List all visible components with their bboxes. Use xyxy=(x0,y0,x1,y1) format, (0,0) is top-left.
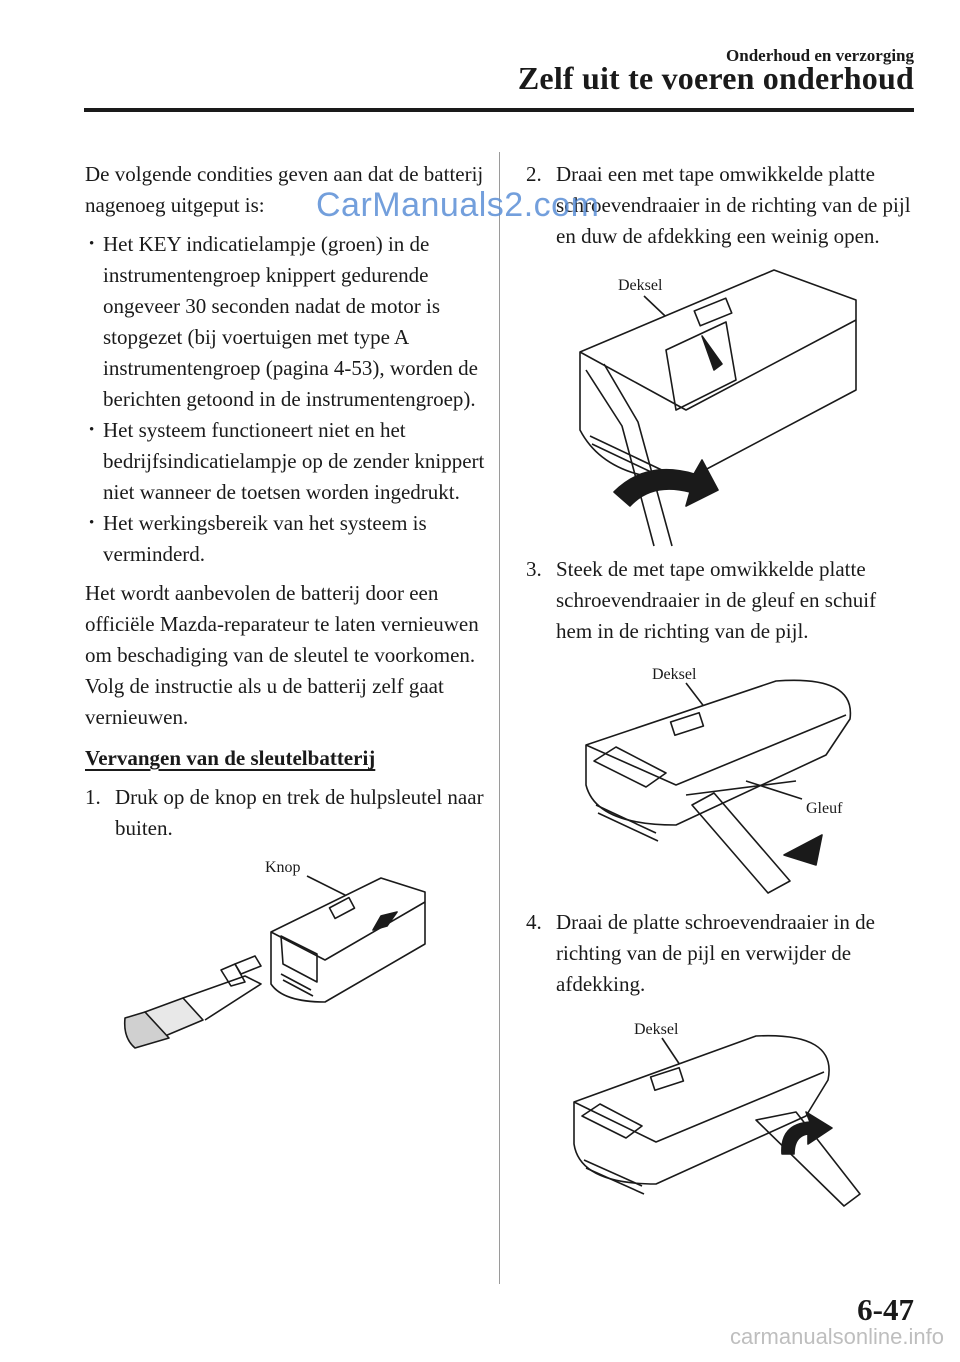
figure-step-1 xyxy=(85,852,485,1082)
cover-removal-illustration xyxy=(526,1008,916,1218)
column-divider xyxy=(499,152,500,1284)
battery-condition-list xyxy=(85,229,485,570)
step-1 xyxy=(85,782,485,844)
header-rule xyxy=(84,108,914,112)
step-4 xyxy=(526,907,916,1000)
running-header-title: Zelf uit te voeren onderhoud xyxy=(517,60,914,96)
callout-deksel: Deksel xyxy=(618,277,663,294)
list-item: • Het systeem functioneert niet en het bedrijfsindicatielampje op de zender knippert niet wanneer de toetsen worden ingedrukt. xyxy=(85,415,485,508)
step-text: Draai de platte schroevendraaier in de richting van de pijl en verwijder de afdekking. xyxy=(556,910,875,996)
step-number: 4. xyxy=(526,910,542,934)
right-column xyxy=(526,159,916,1218)
callout-deksel: Deksel xyxy=(652,666,697,683)
recommendation-paragraph: Het wordt aanbevolen de batterij door een officiële Mazda-reparateur te laten vernieuwen om beschadiging van de sleutel te voorkomen. Volg de instructie als u de batterij zelf gaat vernieuwen. xyxy=(85,581,479,729)
callout-knop: Knop xyxy=(265,859,301,876)
watermark-logo: CarManuals2.com xyxy=(316,186,600,224)
step-text: Druk op de knop en trek de hulpsleutel naar buiten. xyxy=(115,785,484,840)
figure-step-2 xyxy=(526,260,916,548)
list-item: • Het KEY indicatielampje (groen) in de instrumentengroep knippert gedurende ongeveer 30 seconden nadat de motor is stopgezet (bij voertuigen met type A instrumentengroep (pagina 4-53), worden de berichten getoond in de instrumentengroep). xyxy=(85,229,485,415)
figure-step-3 xyxy=(526,655,916,901)
step-number: 3. xyxy=(526,557,542,581)
callout-gleuf: Gleuf xyxy=(806,800,843,817)
page-number: 6-47 xyxy=(857,1292,914,1327)
step-text: Steek de met tape omwikkelde platte schroevendraaier in de gleuf en schuif hem in de richting van de pijl. xyxy=(556,557,877,643)
list-item: • Het werkingsbereik van het systeem is verminderd. xyxy=(85,508,485,570)
slot-slide-illustration xyxy=(526,655,916,901)
left-column xyxy=(85,159,485,1082)
step-number: 1. xyxy=(85,785,101,809)
key-removal-illustration xyxy=(85,852,485,1082)
intro-paragraph: De volgende condities geven aan dat de batterij nagenoeg uitgeput is: xyxy=(85,162,484,217)
step-text: Draai een met tape omwikkelde platte schroevendraaier in de richting van de pijl en duw de afdekking een weinig open. xyxy=(556,162,911,248)
figure-step-4 xyxy=(526,1008,916,1218)
section-subheading: Vervangen van de sleutelbatterij xyxy=(85,746,376,770)
step-number: 2. xyxy=(526,162,542,186)
footer-watermark: carmanualsonline.info xyxy=(729,1324,944,1349)
step-3 xyxy=(526,554,916,647)
running-header-section: Onderhoud en verzorging xyxy=(726,46,914,65)
cover-pry-illustration xyxy=(526,260,916,548)
callout-deksel: Deksel xyxy=(634,1021,679,1038)
